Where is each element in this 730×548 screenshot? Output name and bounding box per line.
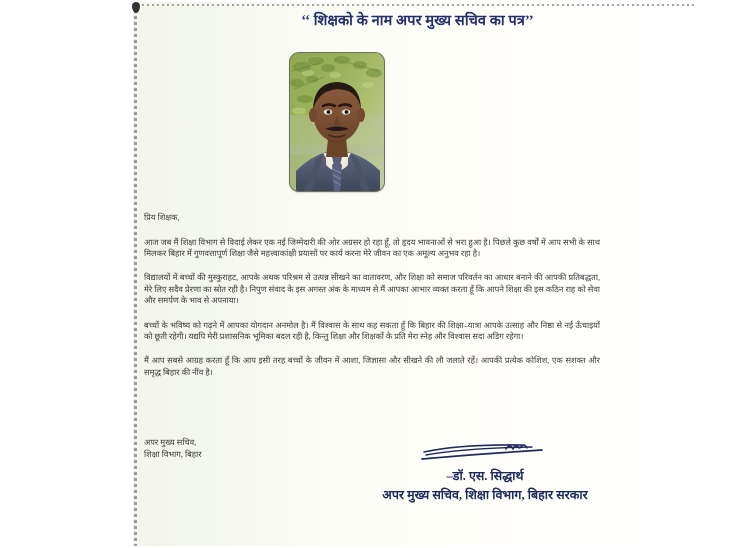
letter-paragraph-3: बच्चों के भविष्य को गढ़ने में आपका योगदान अनमोल है। मैं विश्वास के साथ कह सकता हूँ कि बिहार की शिक्षा–यात्रा आपके उत्साह और निष्ठा से नई ऊँचाइयों को छूती रहेगी। यद्यपि मेरी प्रशासनिक भूमिका बदल रही है, किन्तु शिक्षा और शिक्षकों के प्रति मेरा स्नेह और विश्वास सदा अडिग रहेगा।: [144, 320, 600, 342]
letter-body: [144, 212, 600, 391]
portrait-photo: [290, 53, 384, 191]
signoff-line-1: अपर मुख्य सचिव,: [144, 438, 197, 447]
signoff-line-2: शिक्षा विभाग, बिहार: [144, 449, 202, 459]
signature-block: [355, 440, 615, 503]
letter-paragraph-2: विद्यालयों में बच्चों की मुस्कुराहट, आपके अथक परिश्रम से उत्पन्न सीखने का वातावरण, और शिक्षा को समाज परिवर्तन का आधार बनाने की आपकी प्रतिबद्धता, मेरे लिए सदैव प्रेरणा का स्रोत रही है। निपुण संवाद के इस अगस्त अंक के माध्यम से मैं आपका आभार व्यक्त करता हूँ कि आपने शिक्षा की इस कठिन राह को सेवा और समर्पण के भाव से अपनाया।: [144, 273, 600, 306]
portrait-photo-image: [290, 53, 384, 191]
scan-border-left: [134, 4, 137, 546]
page-title: ‘‘ शिक्षको के नाम अपर मुख्य सचिव का पत्र’’: [301, 13, 534, 29]
scan-border-top: [137, 4, 695, 6]
letter-paragraph-4: मैं आप सबसे आग्रह करता हूँ कि आप इसी तरह बच्चों के जीवन में आशा, जिज्ञासा और सीखने की लौ जलाते रहें। आपकी प्रत्येक कोशिश, एक सशक्त और समृद्ध बिहार की नींव है।: [144, 356, 600, 377]
letter-greeting: प्रिय शिक्षक,: [144, 213, 180, 222]
signatory-designation: अपर मुख्य सचिव, शिक्षा विभाग, बिहार सरकार: [382, 488, 588, 502]
letter-signoff: [144, 437, 202, 460]
letter-paragraph-1: आज जब मैं शिक्षा विभाग से विदाई लेकर एक नई जिम्मेदारी की ओर अग्रसर हो रहा हूँ, तो हृदय भावनाओं से भरा हुआ है। पिछले कुछ वर्षों में आप सभी के साथ मिलकर बिहार में गुणवत्तापूर्ण शिक्षा जैसे महत्त्वाकांक्षी प्रयासों पर कार्य करना मेरे जीवन का एक अमूल्य अनुभव रहा है।: [144, 237, 600, 259]
signatory-name: –डॉ. एस. सिद्धार्थ: [446, 469, 524, 483]
handwritten-signature-icon: [420, 440, 550, 466]
